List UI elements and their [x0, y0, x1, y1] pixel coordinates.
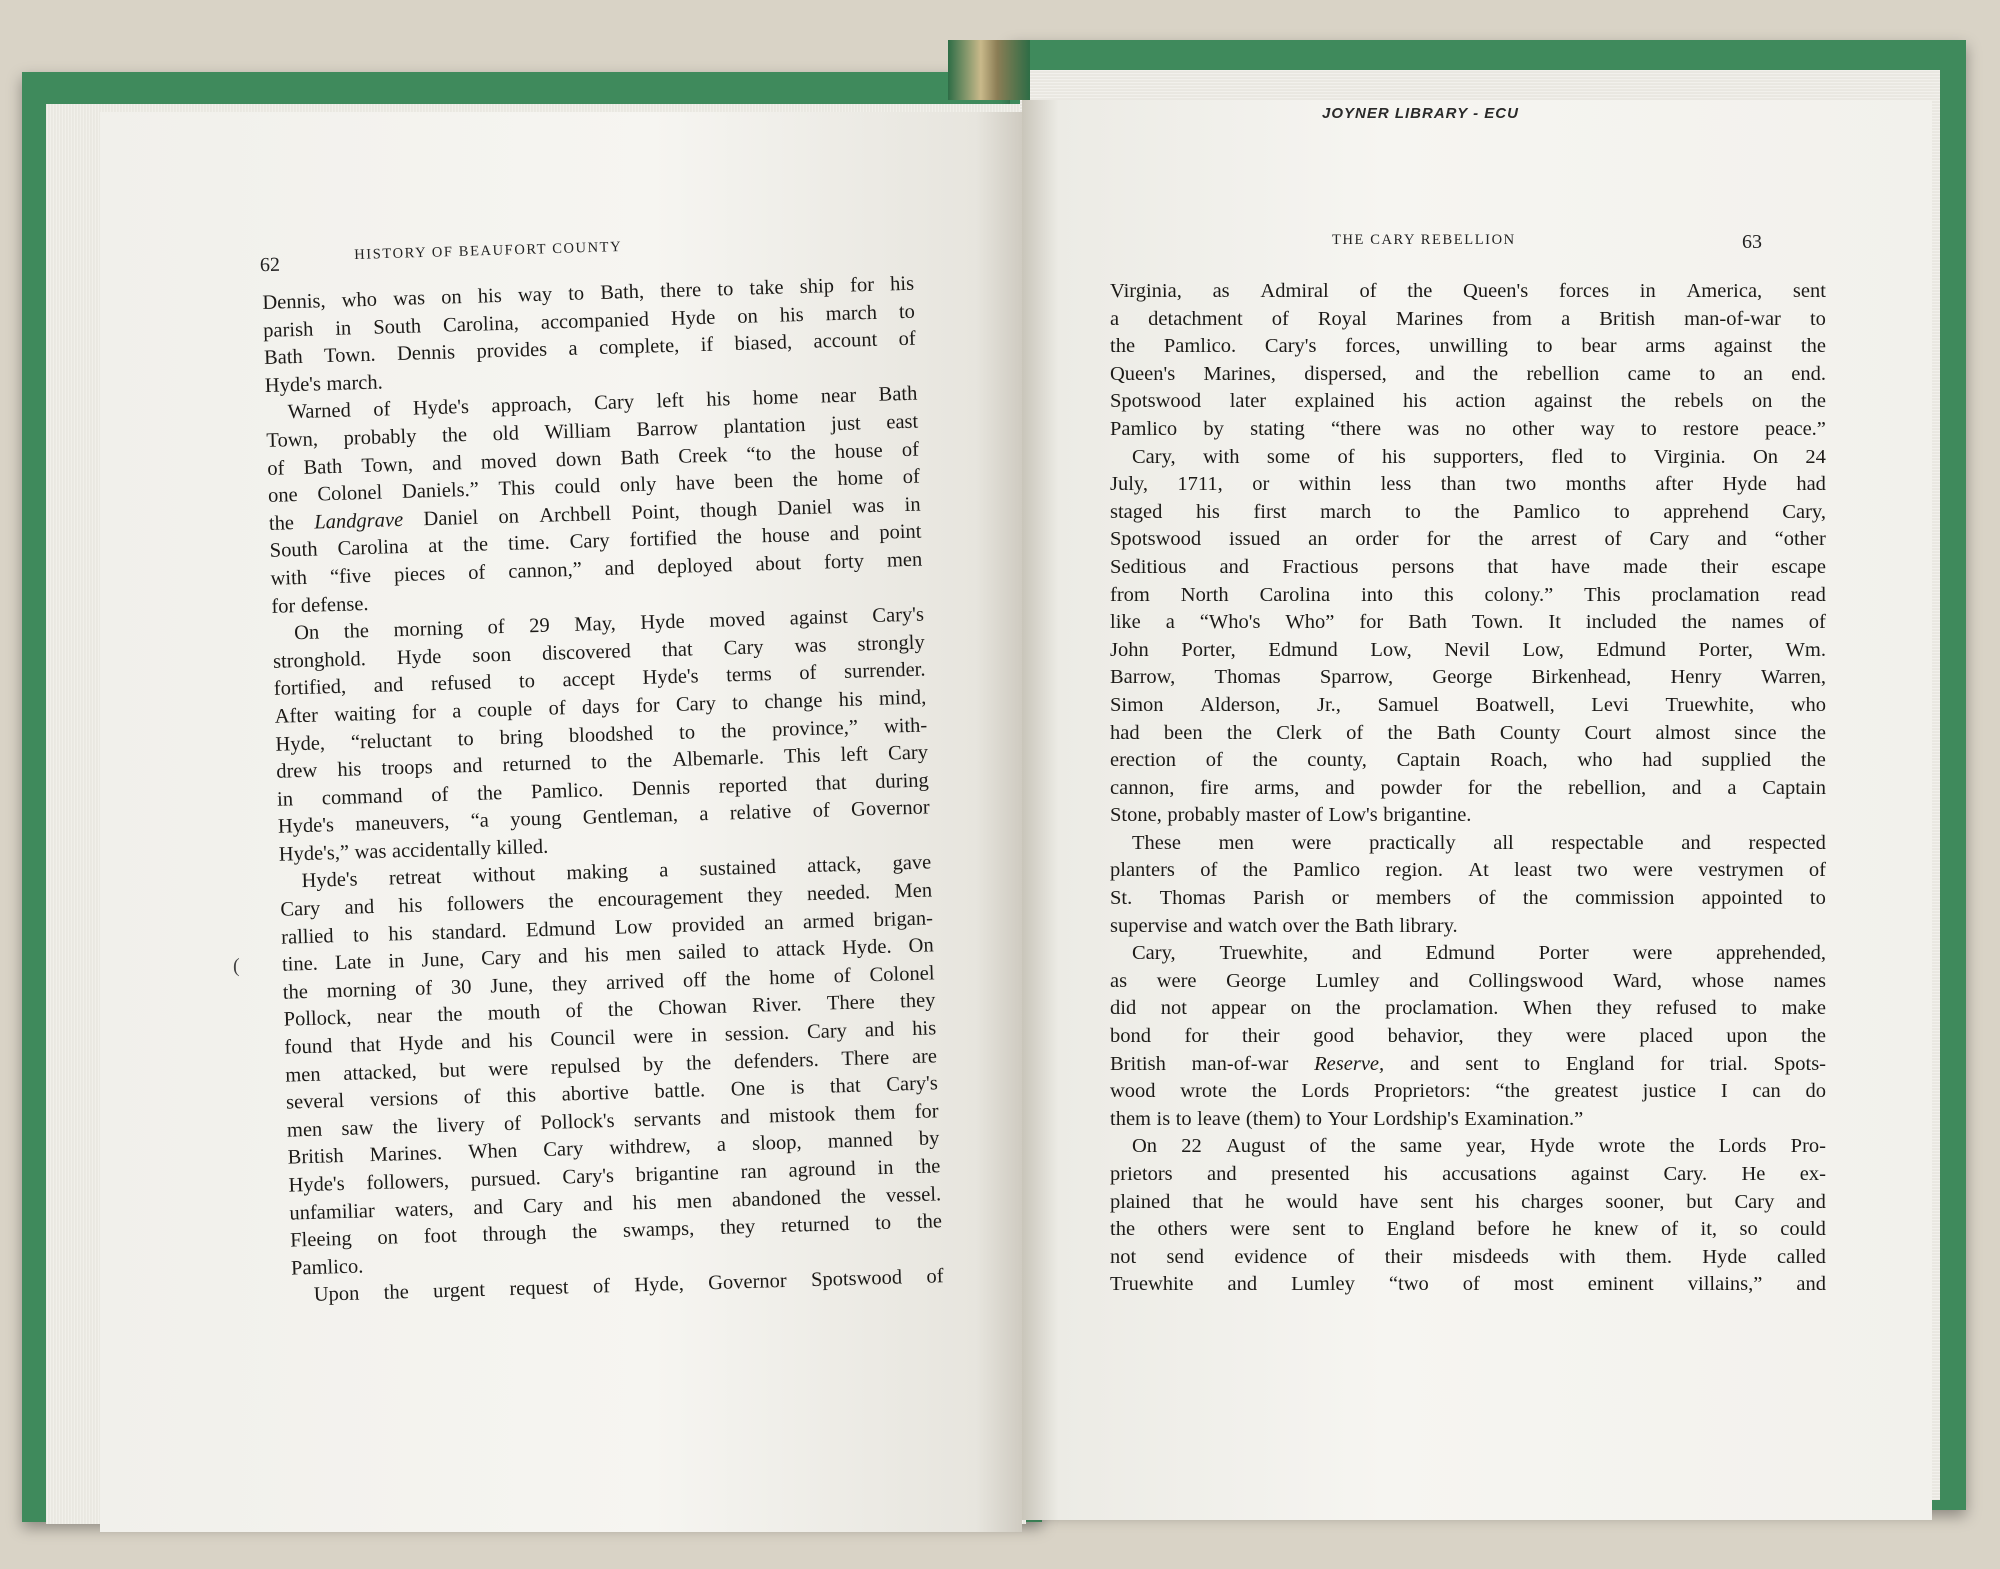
- text-line: stronghold. Hyde soon discovered that Cary was strongly: [272, 631, 925, 673]
- text-line: did not appear on the proclamation. When they refused to make: [1110, 997, 1826, 1020]
- text-line: bond for their good behavior, they were placed upon the: [1110, 1025, 1826, 1048]
- text-line: John Porter, Edmund Low, Nevil Low, Edmund Porter, Wm.: [1110, 638, 1826, 661]
- text-line: for defense.: [271, 592, 369, 618]
- text-line: Cary and his followers the encouragement they needed. Men: [280, 879, 933, 921]
- text-line: Town, probably the old William Barrow plantation just east: [266, 410, 919, 452]
- text-line: Spotswood later explained his action against the rebels on the: [1110, 390, 1826, 413]
- text-line: men saw the livery of Pollock's servants and mistook them for: [286, 1100, 939, 1142]
- text-line: Hyde's,” was accidentally killed.: [278, 835, 549, 866]
- text-line: drew his troops and returned to the Albemarle. This left Cary: [275, 741, 929, 783]
- text-line: the morning of 30 June, they arrived off the home of Colonel: [282, 962, 935, 1004]
- text-line: Hyde, “reluctant to bring bloodshed to the province,” with-: [275, 713, 928, 756]
- text-line: Hyde's maneuvers, “a young Gentleman, a relative of Governor: [277, 796, 930, 839]
- page-number: 63: [1742, 231, 1762, 253]
- book-spine: [948, 40, 1030, 100]
- text-line: the Pamlico. Cary's forces, unwilling to bear arms against the: [1110, 335, 1826, 358]
- text-line: On the morning of 29 May, Hyde moved against Cary's: [293, 603, 925, 645]
- text-line: Dennis, who was on his way to Bath, there to take ship for his: [262, 272, 915, 314]
- text-line: of Bath Town, and moved down Bath Creek “to the house of: [266, 438, 920, 480]
- text-line: them is to leave (them) to Your Lordship's Examination.”: [1110, 1107, 1584, 1130]
- text-line: rallied to his standard. Edmund Low provided an armed brigan-: [280, 907, 934, 949]
- text-line: from North Carolina into this colony.” This proclamation read: [1110, 583, 1826, 606]
- text-line: Pollock, near the mouth of the Chowan River. There they: [283, 989, 936, 1032]
- text-line: Seditious and Fractious persons that have made their escape: [1110, 555, 1826, 578]
- body-text: [262, 271, 944, 1311]
- text-line: the others were sent to England before he knew of it, so could: [1110, 1218, 1826, 1241]
- text-line: South Carolina at the time. Cary fortified the house and point: [269, 520, 922, 563]
- text-line: Barrow, Thomas Sparrow, George Birkenhead, Henry Warren,: [1110, 666, 1826, 689]
- text-line: Upon the urgent request of Hyde, Governor Spotswood of: [313, 1265, 944, 1307]
- library-stamp: JOYNER LIBRARY - ECU: [1322, 105, 1519, 122]
- text-line: St. Thomas Parish or members of the commission appointed to: [1110, 887, 1826, 910]
- text-line: Pamlico by stating “there was no other way to restore peace.”: [1110, 417, 1826, 440]
- body-text: [1110, 278, 1826, 1299]
- text-line: not send evidence of their misdeeds with them. Hyde called: [1110, 1245, 1826, 1268]
- text-line: men attacked, but were repulsed by the defenders. There are: [284, 1044, 938, 1087]
- text-line: Queen's Marines, dispersed, and the rebellion came to an end.: [1110, 362, 1826, 385]
- text-line: prietors and presented his accusations against Cary. He ex-: [1110, 1163, 1826, 1185]
- text-line: planters of the Pamlico region. At least two were vestrymen of: [1110, 859, 1826, 882]
- right-page: [1022, 100, 1932, 1520]
- text-line: On 22 August of the same year, Hyde wrote the Lords Pro-: [1132, 1135, 1826, 1158]
- text-line: Stone, probably master of Low's brigantine.: [1110, 804, 1472, 827]
- text-line: a detachment of Royal Marines from a British man-of-war to: [1110, 307, 1826, 330]
- text-line: Spotswood issued an order for the arrest of Cary and “other: [1110, 528, 1826, 551]
- text-line: Virginia, as Admiral of the Queen's forces in America, sent: [1110, 280, 1826, 302]
- text-line: British Marines. When Cary withdrew, a sloop, manned by: [287, 1127, 940, 1170]
- text-line: Truewhite and Lumley “two of most eminent villains,” and: [1110, 1273, 1826, 1296]
- running-header: HISTORY OF BEAUFORT COUNTY: [354, 239, 623, 263]
- text-line: Cary, with some of his supporters, fled to Virginia. On 24: [1132, 445, 1826, 468]
- text-line: found that Hyde and his Council were in session. Cary and his: [284, 1017, 937, 1059]
- text-line: several versions of this abortive battle. One is that Cary's: [285, 1072, 939, 1114]
- text-line: fortified, and refused to accept Hyde's terms of surrender.: [273, 658, 926, 701]
- page-number: 62: [259, 253, 281, 277]
- text-line: Hyde's march.: [264, 371, 384, 397]
- text-line: plained that he would have sent his charges sooner, but Cary and: [1110, 1190, 1826, 1213]
- text-line: Cary, Truewhite, and Edmund Porter were apprehended,: [1132, 942, 1826, 965]
- text-line: had been the Clerk of the Bath County Court almost since the: [1110, 721, 1826, 744]
- text-line: tine. Late in June, Cary and his men sailed to attack Hyde. On: [281, 934, 934, 976]
- text-line: Warned of Hyde's approach, Cary left his home near Bath: [287, 382, 918, 424]
- text-line: erection of the county, Captain Roach, who had supplied the: [1110, 749, 1826, 772]
- text-line: the Landgrave Daniel on Archbell Point, though Daniel was in: [268, 493, 921, 535]
- text-line: in command of the Pamlico. Dennis reported that during: [276, 769, 930, 811]
- running-header: THE CARY REBELLION: [1332, 232, 1516, 248]
- text-line: Fleeing on foot through the swamps, they returned to the: [289, 1210, 943, 1252]
- text-line: After waiting for a couple of days for Cary to change his mind,: [274, 686, 927, 728]
- text-line: one Colonel Daniels.” This could only have been the home of: [267, 465, 921, 508]
- text-line: cannon, fire arms, and powder for the rebellion, and a Captain: [1110, 776, 1826, 799]
- text-line: Simon Alderson, Jr., Samuel Boatwell, Levi Truewhite, who: [1110, 693, 1826, 716]
- text-line: Pamlico.: [290, 1255, 364, 1280]
- text-line: Hyde's retreat without making a sustained attack, gave: [301, 851, 932, 893]
- text-line: staged his first march to the Pamlico to apprehend Cary,: [1110, 500, 1826, 523]
- text-line: unfamiliar waters, and Cary and his men abandoned the vessel.: [289, 1182, 942, 1225]
- text-line: parish in South Carolina, accompanied Hyde on his march to: [262, 300, 916, 342]
- text-line: These men were practically all respectable and respected: [1132, 831, 1826, 854]
- text-line: July, 1711, or within less than two months after Hyde had: [1110, 473, 1826, 496]
- text-line: Hyde's followers, pursued. Cary's brigantine ran aground in the: [288, 1155, 941, 1197]
- text-line: supervise and watch over the Bath library.: [1110, 914, 1458, 937]
- text-line: as were George Lumley and Collingswood Ward, whose names: [1110, 969, 1826, 992]
- text-line: wood wrote the Lords Proprietors: “the greatest justice I can do: [1110, 1080, 1826, 1103]
- text-line: Bath Town. Dennis provides a complete, if biased, account of: [263, 327, 917, 370]
- left-page: [100, 112, 1022, 1532]
- text-line: like a “Who's Who” for Bath Town. It included the names of: [1110, 611, 1826, 634]
- margin-mark: (: [233, 955, 240, 977]
- text-line: British man-of-war Reserve, and sent to England for trial. Spots-: [1110, 1052, 1826, 1075]
- text-line: with “five pieces of cannon,” and deployed about forty men: [270, 548, 923, 590]
